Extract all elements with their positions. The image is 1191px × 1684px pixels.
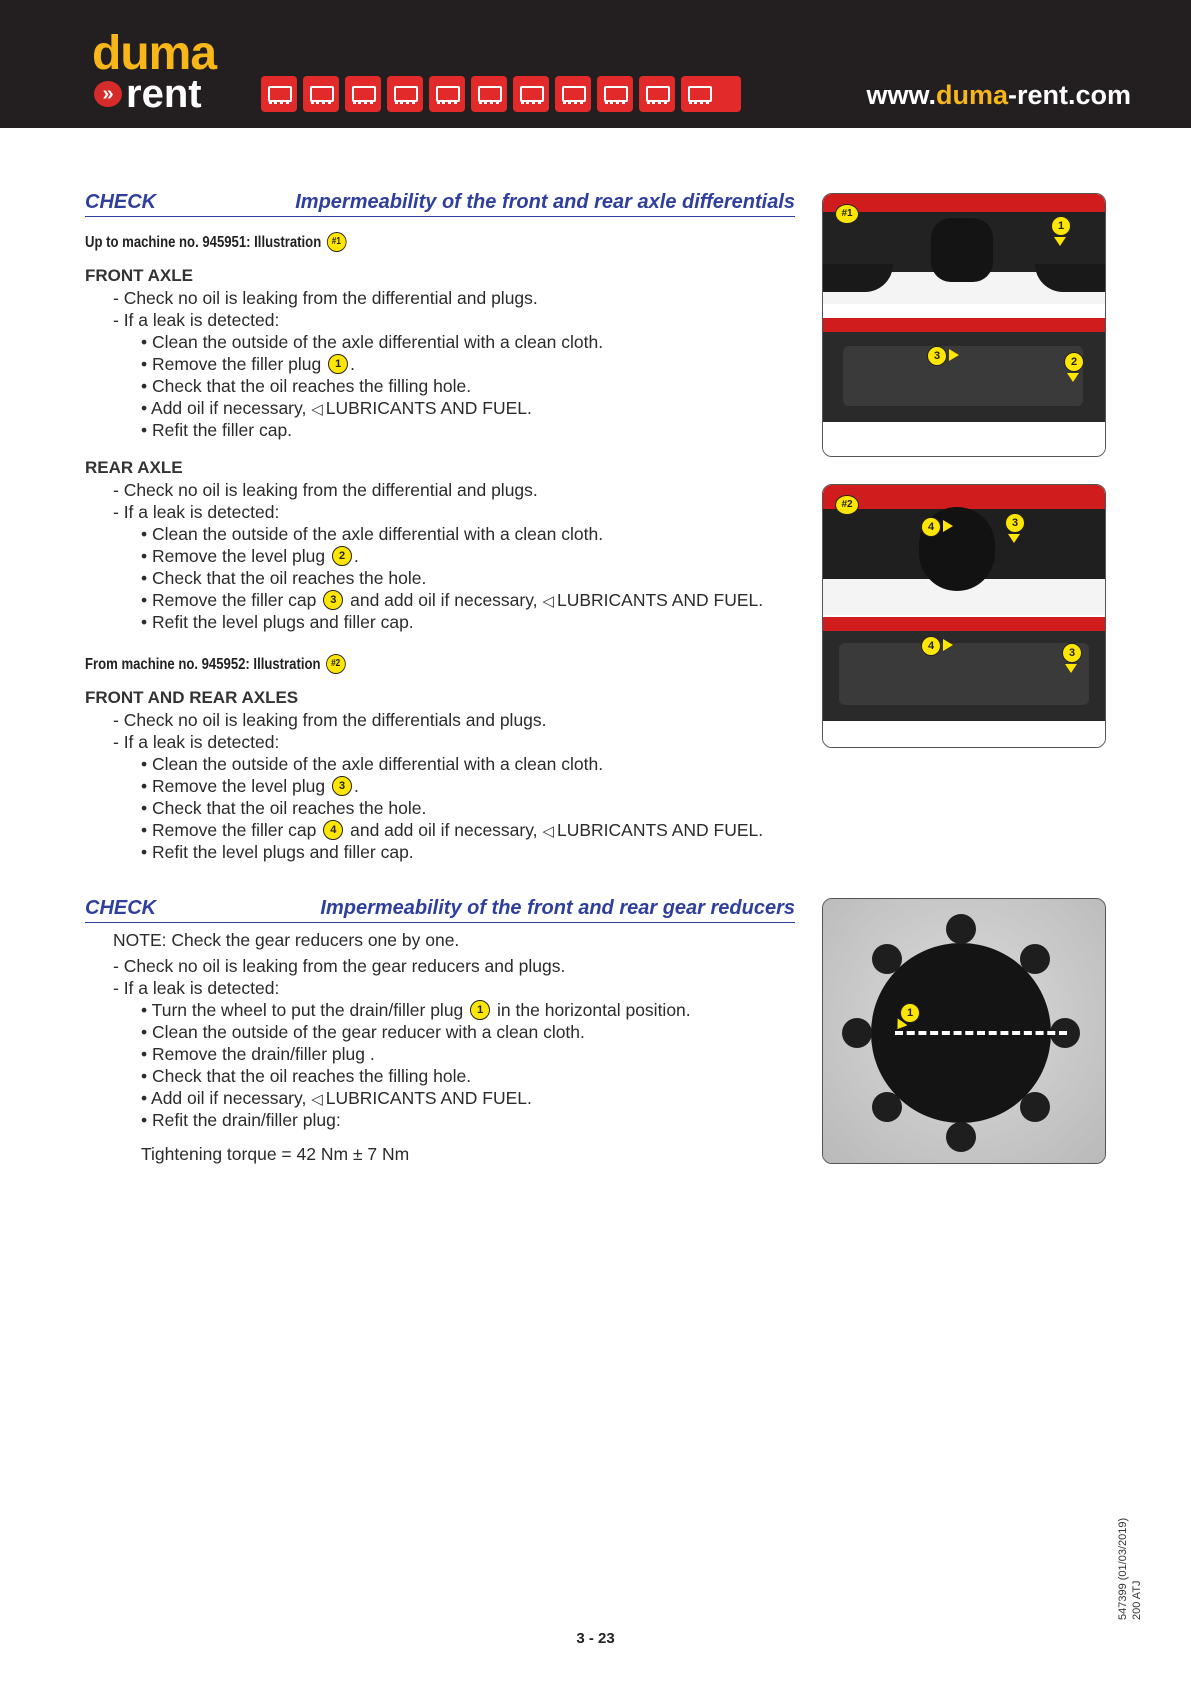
- cross-reference-icon: ◁: [542, 823, 554, 840]
- cross-reference-icon: ◁: [542, 593, 554, 610]
- instruction-bullet: [141, 376, 471, 397]
- instruction-step: [113, 978, 279, 999]
- website-suffix: -rent.com: [1007, 80, 1131, 110]
- instruction-text: - Check no oil is leaking from the differential and plugs.: [113, 288, 538, 308]
- instruction-bullet: [141, 1000, 691, 1021]
- logo-duma-text: duma: [92, 27, 217, 80]
- skid-steer-icon: [261, 76, 297, 112]
- instruction-bullet: [141, 398, 532, 419]
- instruction-bullet: [141, 842, 414, 863]
- scissor-lift-icon: [345, 76, 381, 112]
- illustration-2-lower: [823, 617, 1105, 747]
- section1-title: Impermeability of the front and rear axle differentials: [295, 191, 795, 213]
- instruction-text: - Check no oil is leaking from the differential and plugs.: [113, 480, 538, 500]
- axle-casting: [839, 643, 1089, 705]
- instruction-bullet: [141, 612, 414, 633]
- compactor-icon: [471, 76, 507, 112]
- aerial-lift-icon: [597, 76, 633, 112]
- instruction-text-after: .: [350, 354, 355, 374]
- illustration-1-lower: [823, 306, 1105, 456]
- document-reference: [1116, 1518, 1144, 1620]
- website-prefix: www.: [866, 80, 936, 110]
- illustration-badge-2: #2: [326, 654, 346, 674]
- cross-reference-link[interactable]: LUBRICANTS AND FUEL.: [325, 1088, 532, 1108]
- boom-lift-icon: [639, 76, 675, 112]
- callout-3-pointer-lower: [1065, 664, 1077, 673]
- instruction-bullet: [141, 546, 359, 567]
- instruction-text: • Turn the wheel to put the drain/filler plug: [141, 1000, 464, 1020]
- instruction-bullet: [141, 354, 355, 375]
- instruction-text: • Refit the level plugs and filler cap.: [141, 842, 414, 862]
- callout-1-pointer: [1054, 237, 1066, 246]
- cross-reference-icon: ◁: [311, 1091, 323, 1108]
- instruction-text: - If a leak is detected:: [113, 732, 280, 752]
- instruction-text: • Check that the oil reaches the filling hole.: [141, 376, 472, 396]
- instruction-text-after: and add oil if necessary,: [350, 590, 538, 610]
- instruction-text: • Remove the filler cap: [141, 590, 317, 610]
- section2-heading: [85, 892, 795, 923]
- instruction-text: • Refit the level plugs and filler cap.: [141, 612, 414, 632]
- section1-heading: [85, 186, 795, 217]
- instruction-step: [113, 710, 547, 731]
- instruction-step: [113, 288, 538, 309]
- up-to-machine-no: [85, 232, 348, 252]
- hub-bolt: [842, 1018, 872, 1048]
- up-to-text: Up to machine no. 945951: Illustration: [85, 234, 322, 251]
- cross-reference-icon: ◁: [311, 401, 323, 418]
- instruction-text: • Remove the filler cap: [141, 820, 317, 840]
- instruction-text: • Refit the filler cap.: [141, 420, 293, 440]
- instruction-step: [113, 310, 279, 331]
- callout-4-badge-lower: 4: [921, 636, 941, 656]
- callout-1-badge: 1: [1051, 216, 1071, 236]
- instruction-text: - If a leak is detected:: [113, 502, 280, 522]
- illustration-2-upper: [823, 485, 1105, 615]
- from-machine-no: [85, 654, 347, 674]
- website-accent: duma: [935, 80, 1008, 110]
- callout-1-badge-gear: 1: [900, 1003, 920, 1023]
- instruction-text: • Add oil if necessary,: [141, 398, 307, 418]
- hub-bolt: [1020, 944, 1050, 974]
- logo-rent-text: [102, 72, 202, 116]
- instruction-bullet: [141, 1088, 532, 1109]
- instruction-step: [113, 732, 279, 753]
- instruction-bullet: [141, 420, 292, 441]
- logo-rent-word: rent: [126, 72, 202, 116]
- instruction-bullet: [141, 1066, 471, 1087]
- instruction-text: • Remove the level plug: [141, 776, 326, 796]
- callout-4-badge-upper: 4: [921, 517, 941, 537]
- instruction-text: • Clean the outside of the axle differential with a clean cloth.: [141, 332, 604, 352]
- instruction-bullet: [141, 1022, 585, 1043]
- axle-beam-left: [823, 264, 893, 292]
- logo-arrows-icon: »: [94, 81, 122, 107]
- from-text: From machine no. 945952: Illustration: [85, 656, 321, 673]
- instruction-text: • Clean the outside of the gear reducer with a clean cloth.: [141, 1022, 585, 1042]
- instruction-bullet: [141, 1110, 341, 1131]
- instruction-bullet: [141, 820, 763, 841]
- instruction-text-after: in the horizontal position.: [497, 1000, 691, 1020]
- machine-icon-strip: [261, 76, 741, 112]
- instruction-text: • Remove the drain/filler plug .: [141, 1044, 375, 1064]
- instruction-text: • Refit the drain/filler plug:: [141, 1110, 341, 1130]
- illustration-1-photo: [822, 193, 1106, 457]
- hub-bolt: [1020, 1092, 1050, 1122]
- instruction-text: • Remove the filler plug: [141, 354, 322, 374]
- hub-bolt: [946, 1122, 976, 1152]
- forklift-icon: [303, 76, 339, 112]
- cross-reference-link[interactable]: LUBRICANTS AND FUEL.: [556, 590, 764, 610]
- illustration-2-label: #2: [835, 495, 859, 515]
- page-header: [0, 0, 1191, 128]
- callout-number-badge: 4: [323, 820, 343, 840]
- axle-casting: [843, 346, 1083, 406]
- illustration-1-upper: [823, 194, 1105, 304]
- hub-bolt: [872, 1092, 902, 1122]
- instruction-text: • Clean the outside of the axle differential with a clean cloth.: [141, 754, 604, 774]
- callout-3-pointer: [949, 349, 959, 361]
- instruction-bullet: [141, 776, 359, 797]
- wheel-loader-icon: [429, 76, 465, 112]
- hub-bolt: [946, 914, 976, 944]
- excavator-icon: [555, 76, 591, 112]
- section2-note: NOTE: Check the gear reducers one by one.: [113, 930, 460, 950]
- callout-3-pointer-upper: [1008, 534, 1020, 543]
- callout-2-badge: 2: [1064, 352, 1084, 372]
- instruction-step: [113, 956, 565, 977]
- instruction-text: • Check that the oil reaches the hole.: [141, 568, 427, 588]
- instruction-step: [113, 480, 538, 501]
- callout-number-badge: 3: [332, 776, 352, 796]
- callout-3-badge: 3: [927, 346, 947, 366]
- crane-truck-icon: [513, 76, 549, 112]
- callout-3-badge-upper: 3: [1005, 513, 1025, 533]
- trailer-icon: [681, 76, 741, 112]
- document-reference-line1: 547399 (01/03/2019): [1117, 1517, 1129, 1620]
- document-reference-line2: 200 ATJ: [1131, 1580, 1143, 1620]
- cross-reference-link[interactable]: LUBRICANTS AND FUEL.: [325, 398, 532, 418]
- front-axle-title: FRONT AXLE: [85, 266, 193, 285]
- callout-3-badge-lower: 3: [1062, 643, 1082, 663]
- tightening-torque: Tightening torque = 42 Nm ± 7 Nm: [141, 1144, 410, 1164]
- instruction-text-after: .: [354, 776, 359, 796]
- instruction-text-after: .: [354, 546, 359, 566]
- callout-number-badge: 1: [328, 354, 348, 374]
- callout-number-badge: 2: [332, 546, 352, 566]
- illustration-badge-1: #1: [327, 232, 347, 252]
- instruction-bullet: [141, 590, 763, 611]
- callout-number-badge: 1: [470, 1000, 490, 1020]
- instruction-bullet: [141, 798, 426, 819]
- section2-check-label: CHECK: [85, 897, 157, 919]
- instruction-bullet: [141, 332, 603, 353]
- cross-reference-link[interactable]: LUBRICANTS AND FUEL.: [556, 820, 764, 840]
- both-axles-title: FRONT AND REAR AXLES: [85, 688, 299, 707]
- callout-number-badge: 3: [323, 590, 343, 610]
- illustration-1-label: #1: [835, 204, 859, 224]
- instruction-text: - If a leak is detected:: [113, 978, 280, 998]
- illustration-2-photo: [822, 484, 1106, 748]
- rear-axle-title: REAR AXLE: [85, 458, 183, 477]
- instruction-step: [113, 502, 279, 523]
- instruction-text: • Check that the oil reaches the hole.: [141, 798, 427, 818]
- instruction-bullet: [141, 524, 603, 545]
- instruction-bullet: [141, 568, 426, 589]
- instruction-bullet: [141, 754, 603, 775]
- instruction-text: - Check no oil is leaking from the gear reducers and plugs.: [113, 956, 566, 976]
- website-link[interactable]: [866, 80, 1131, 111]
- instruction-text: • Remove the level plug: [141, 546, 326, 566]
- instruction-text-after: and add oil if necessary,: [350, 820, 538, 840]
- instruction-text: - Check no oil is leaking from the differentials and plugs.: [113, 710, 547, 730]
- axle-beam-right: [1035, 264, 1105, 292]
- callout-4-pointer-upper: [943, 520, 953, 532]
- gear-reducer-photo: [822, 898, 1106, 1164]
- page-number: 3 - 23: [576, 1630, 615, 1647]
- callout-4-pointer-lower: [943, 639, 953, 651]
- instruction-bullet: [141, 1044, 375, 1065]
- instruction-text: - If a leak is detected:: [113, 310, 280, 330]
- callout-2-pointer: [1067, 373, 1079, 382]
- horizontal-guide-line: [895, 1031, 1067, 1035]
- instruction-text: • Clean the outside of the axle differential with a clean cloth.: [141, 524, 604, 544]
- section2-title: Impermeability of the front and rear gear reducers: [320, 897, 795, 919]
- telehandler-icon: [387, 76, 423, 112]
- section1-check-label: CHECK: [85, 191, 157, 213]
- instruction-text: • Add oil if necessary,: [141, 1088, 307, 1108]
- differential-housing: [931, 218, 993, 282]
- instruction-text: • Check that the oil reaches the filling hole.: [141, 1066, 472, 1086]
